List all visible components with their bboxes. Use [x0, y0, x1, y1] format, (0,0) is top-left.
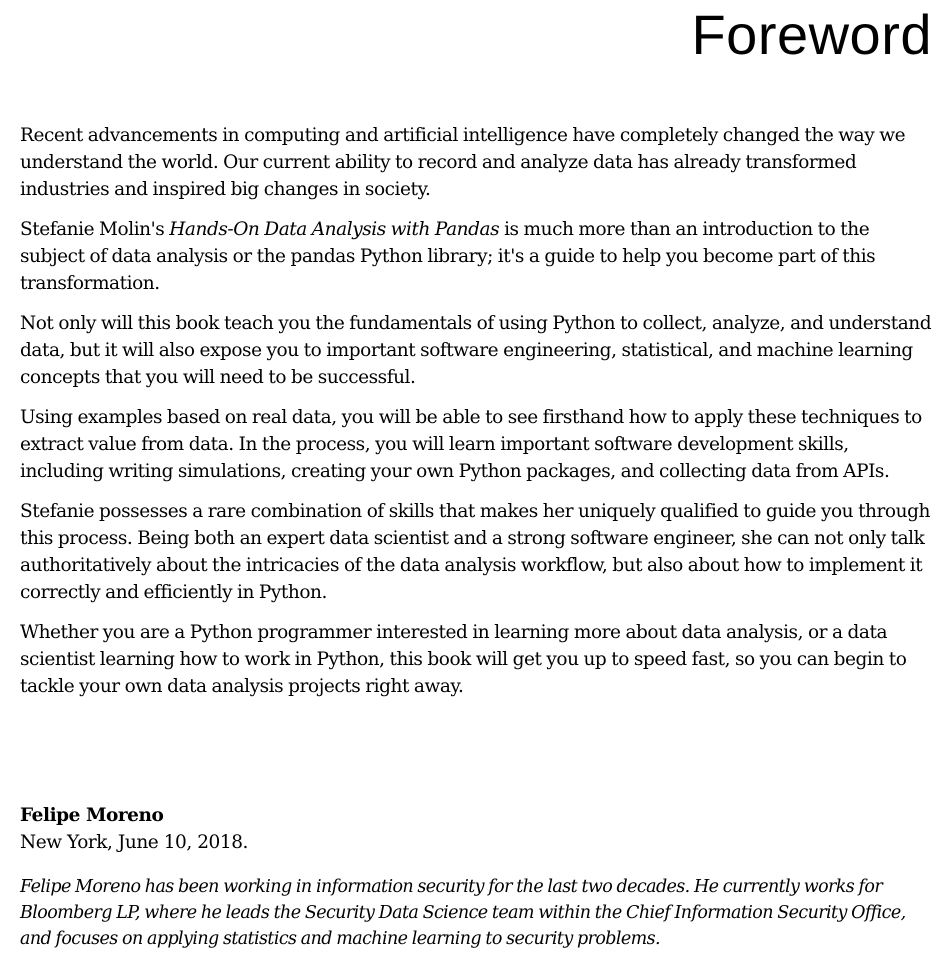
author-bio: Felipe Moreno has been working in information security for the last two decades. He currently works for Bloomberg LP, where he leads the Security Data Science team within the Chief Information Security Office, and focuses on applying statistics and machine learning to security problems. [20, 877, 906, 949]
book-title: Hands-On Data Analysis with Pandas [169, 219, 500, 240]
author-name: Felipe Moreno [20, 805, 164, 826]
page-title: Foreword [691, 3, 932, 66]
paragraph-1: Recent advancements in computing and artificial intelligence have completely changed the way we understand the world. Our current ability to record and analyze data has already transformed industries and inspired big changes in society. [20, 125, 906, 200]
signature-block [20, 802, 932, 856]
place-date: New York, June 10, 2018. [20, 832, 248, 853]
paragraph-3: Not only will this book teach you the fundamentals of using Python to collect, analyze, and understand data, but it will also expose you to important software engineering, statistical, and machine learning concepts that you will need to be successful. [20, 313, 932, 388]
paragraph-2-rest: is much more than an introduction to the subject of data analysis or the pandas Python library; it's a guide to help you become part of this transformation. [20, 219, 876, 294]
paragraph-2 [20, 216, 932, 297]
paragraph-6: Whether you are a Python programmer interested in learning more about data analysis, or a data scientist learning how to work in Python, this book will get you up to speed fast, so you can begin to tackle your own data analysis projects right away. [20, 622, 907, 697]
foreword-body [20, 122, 932, 713]
paragraph-2-lead: Stefanie Molin's [20, 219, 170, 240]
paragraph-5: Stefanie possesses a rare combination of skills that makes her uniquely qualified to guide you through this process. Being both an expert data scientist and a strong software engineer, she can not only talk authoritatively about the intricacies of the data analysis workflow, but also about how to implement it correctly and efficiently in Python. [20, 501, 930, 603]
paragraph-4: Using examples based on real data, you will be able to see firsthand how to apply these techniques to extract value from data. In the process, you will learn important software development skills, including writing simulations, creating your own Python packages, and collecting data from APIs. [20, 407, 922, 482]
